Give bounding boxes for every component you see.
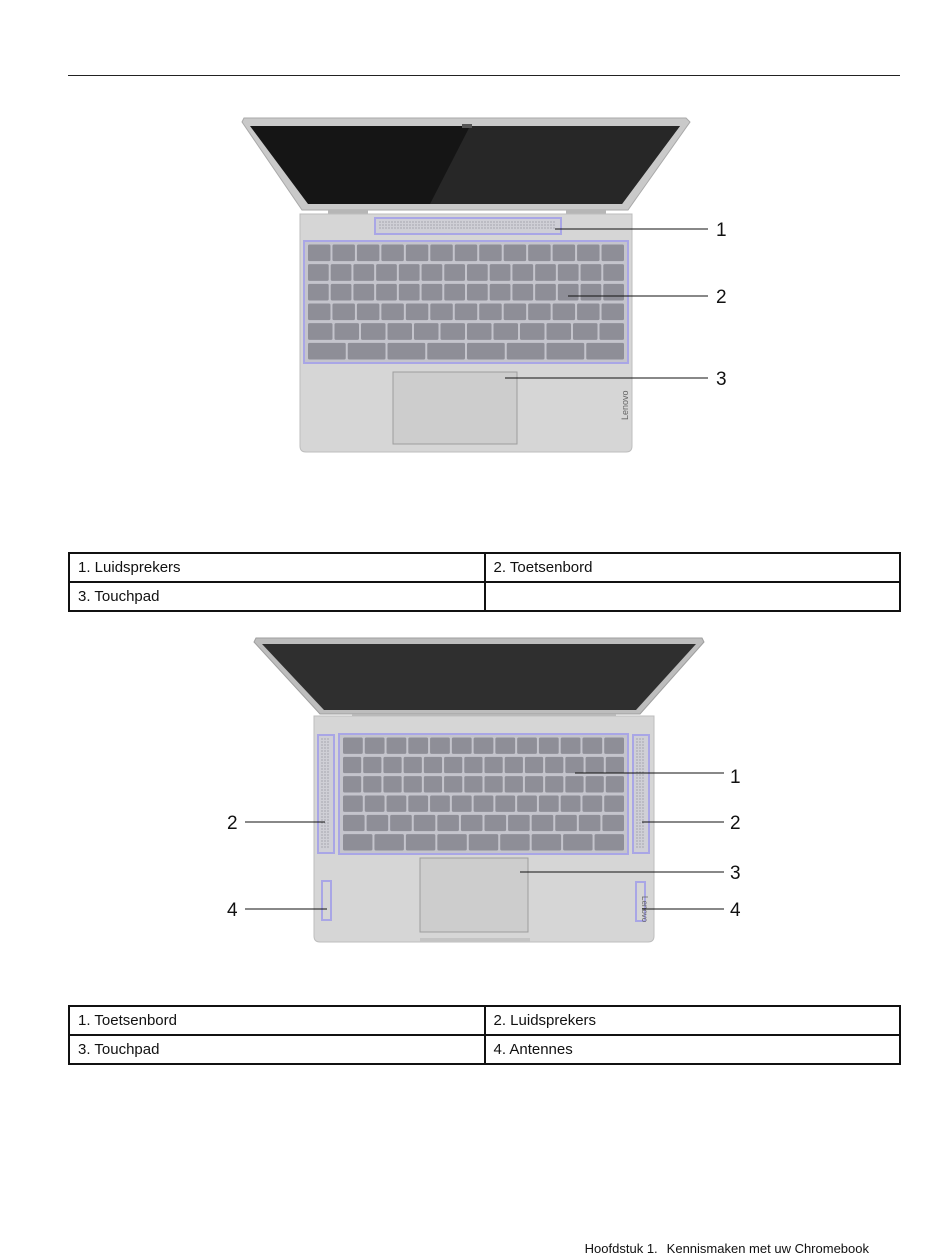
callout-number: 2: [716, 287, 727, 308]
keyboard-key: [422, 284, 443, 301]
keyboard-key: [604, 796, 624, 812]
lenovo-logo: Lenovo: [620, 390, 630, 420]
keyboard-key: [430, 245, 452, 262]
keyboard-key: [406, 834, 435, 850]
callout-number: 2: [227, 813, 238, 834]
keyboard-key: [512, 264, 533, 281]
keyboard-key: [553, 304, 575, 321]
left-speaker-highlight: [318, 735, 334, 853]
laptop-screen: [262, 644, 696, 710]
keyboard-key: [308, 304, 330, 321]
keyboard-key: [452, 796, 472, 812]
keyboard-key: [381, 245, 403, 262]
keyboard-key: [404, 776, 422, 792]
keyboard-key: [388, 323, 413, 340]
callout-number: 3: [730, 863, 741, 884]
keyboard-key: [452, 738, 472, 754]
keyboard-key: [504, 304, 526, 321]
keyboard-key: [343, 757, 361, 773]
keyboard-key: [399, 264, 420, 281]
callout-number: 4: [227, 900, 238, 921]
keyboard-key: [582, 796, 602, 812]
webcam: [462, 124, 472, 128]
keyboard-key: [441, 323, 466, 340]
keyboard-key: [406, 304, 428, 321]
keyboard-key: [353, 264, 374, 281]
keyboard-key: [525, 757, 543, 773]
keyboard-key: [479, 304, 501, 321]
keyboard-key: [343, 776, 361, 792]
keyboard-key: [414, 815, 436, 831]
keyboard-key: [603, 284, 624, 301]
keyboard-key: [408, 796, 428, 812]
lenovo-logo: Lenovo: [640, 896, 649, 923]
keyboard-key: [553, 245, 575, 262]
keyboard-key: [308, 284, 329, 301]
keyboard-key: [424, 776, 442, 792]
keyboard-key: [505, 776, 523, 792]
keyboard-key: [387, 738, 407, 754]
keyboard-key: [507, 343, 545, 360]
table-cell: 2. Luidsprekers: [485, 1006, 901, 1035]
keyboard-key: [363, 757, 381, 773]
keyboard-key: [606, 757, 624, 773]
keyboard-key: [532, 815, 554, 831]
callout-number: 4: [730, 900, 741, 921]
keyboard-key: [348, 343, 386, 360]
keyboard-key: [422, 264, 443, 281]
keyboard-key: [444, 264, 465, 281]
keyboard-key: [408, 738, 428, 754]
table-cell: 4. Antennes: [485, 1035, 901, 1064]
keyboard-key: [558, 284, 579, 301]
keyboard-key: [495, 738, 515, 754]
keyboard-key: [602, 245, 624, 262]
keyboard-key: [595, 834, 624, 850]
keyboard-key: [427, 343, 465, 360]
keyboard-key: [512, 284, 533, 301]
table-cell: [485, 582, 901, 611]
keyboard-key: [335, 323, 360, 340]
keyboard-key: [547, 323, 572, 340]
keyboard-key: [555, 815, 577, 831]
keyboard-key: [581, 284, 602, 301]
callout-number: 1: [730, 767, 741, 788]
keyboard-key: [365, 738, 385, 754]
touchpad: [393, 372, 517, 444]
keyboard-key: [467, 284, 488, 301]
keyboard-key: [464, 776, 482, 792]
keyboard-key: [455, 245, 477, 262]
keyboard-key: [474, 738, 494, 754]
keyboard-key: [582, 738, 602, 754]
keyboard-key: [561, 738, 581, 754]
keyboard-key: [528, 245, 550, 262]
footer-title: Kennismaken met uw Chromebook: [666, 1241, 869, 1256]
keyboard-key: [603, 264, 624, 281]
keyboard-key: [539, 738, 559, 754]
keyboard-key: [343, 834, 372, 850]
keyboard-key: [517, 738, 537, 754]
keyboard-key: [367, 815, 389, 831]
keyboard-key: [381, 304, 403, 321]
keyboard-key: [399, 284, 420, 301]
keyboard-key: [376, 264, 397, 281]
keyboard-key: [388, 343, 426, 360]
keyboard-key: [479, 245, 501, 262]
keyboard-key: [495, 796, 515, 812]
table-cell: 3. Touchpad: [69, 1035, 485, 1064]
keyboard-key: [474, 796, 494, 812]
keyboard-key: [579, 815, 601, 831]
keyboard-key: [600, 323, 625, 340]
keyboard-key: [467, 323, 492, 340]
keyboard-key: [485, 815, 507, 831]
keyboard-key: [508, 815, 530, 831]
table-row: [69, 553, 900, 582]
keyboard-key: [444, 757, 462, 773]
keyboard-key: [331, 264, 352, 281]
keyboard-key: [586, 757, 604, 773]
keyboard-key: [387, 796, 407, 812]
keyboard-key: [437, 834, 466, 850]
laptop-top-view-figure-2: [220, 632, 760, 947]
keyboard-key: [565, 757, 583, 773]
keyboard-key: [565, 776, 583, 792]
keyboard-key: [437, 815, 459, 831]
keyboard-key: [363, 776, 381, 792]
keyboard-key: [577, 304, 599, 321]
keyboard-key: [581, 264, 602, 281]
keyboard-key: [490, 264, 511, 281]
keyboard-key: [469, 834, 498, 850]
keyboard-key: [357, 304, 379, 321]
keyboard-key: [520, 323, 545, 340]
keyboard-key: [563, 834, 592, 850]
keyboard-key: [602, 815, 624, 831]
table-row: [69, 582, 900, 611]
keyboard-key: [485, 757, 503, 773]
legend-table-2: [68, 1005, 901, 1065]
table-cell: 3. Touchpad: [69, 582, 485, 611]
keyboard-key: [332, 245, 354, 262]
keyboard-key: [535, 264, 556, 281]
legend-table-1: [68, 552, 901, 612]
keyboard-key: [604, 738, 624, 754]
keyboard-key: [331, 284, 352, 301]
table-cell: 1. Toetsenbord: [69, 1006, 485, 1035]
callout-number: 2: [730, 813, 741, 834]
keyboard-key: [558, 264, 579, 281]
keyboard-key: [535, 284, 556, 301]
keyboard-key: [376, 284, 397, 301]
keyboard-key: [517, 796, 537, 812]
keyboard-key: [547, 343, 585, 360]
keyboard-key: [308, 245, 330, 262]
keyboard-key: [430, 796, 450, 812]
keyboard-key: [467, 264, 488, 281]
keyboard-key: [586, 343, 624, 360]
keyboard-key: [577, 245, 599, 262]
header-rule: [68, 75, 900, 76]
keyboard-key: [383, 776, 401, 792]
callout-number: 1: [716, 220, 727, 241]
keyboard-key: [573, 323, 598, 340]
keyboard-key: [424, 757, 442, 773]
keyboard-key: [308, 343, 346, 360]
keyboard-key: [361, 323, 386, 340]
keyboard-key: [308, 323, 333, 340]
table-row: [69, 1006, 900, 1035]
keyboard-key: [532, 834, 561, 850]
keyboard-key: [606, 776, 624, 792]
keyboard-key: [365, 796, 385, 812]
keyboard-key: [404, 757, 422, 773]
keyboard-key: [444, 776, 462, 792]
table-row: [69, 1035, 900, 1064]
keyboard-key: [374, 834, 403, 850]
keyboard-key: [504, 245, 526, 262]
keyboard-key: [308, 264, 329, 281]
keyboard-key: [390, 815, 412, 831]
table-cell: 1. Luidsprekers: [69, 553, 485, 582]
keyboard-key: [383, 757, 401, 773]
keyboard-key: [545, 757, 563, 773]
keyboard-key: [343, 815, 365, 831]
keyboard-key: [561, 796, 581, 812]
keyboard-key: [455, 304, 477, 321]
keyboard-key: [343, 796, 363, 812]
callout-number: 3: [716, 369, 727, 390]
keyboard-key: [505, 757, 523, 773]
keyboard-key: [539, 796, 559, 812]
keyboard-key: [444, 284, 465, 301]
keyboard-key: [414, 323, 439, 340]
speaker-grille-highlight: [375, 218, 561, 234]
keyboard-key: [406, 245, 428, 262]
page-footer: [585, 1241, 869, 1256]
keyboard-key: [490, 284, 511, 301]
keyboard-key: [485, 776, 503, 792]
keyboard-key: [353, 284, 374, 301]
keyboard-key: [586, 776, 604, 792]
touchpad: [420, 858, 528, 932]
laptop-top-view-figure-1: [230, 110, 750, 460]
footer-chapter: Hoofdstuk 1.: [584, 1241, 658, 1256]
keyboard-key: [332, 304, 354, 321]
keyboard-key: [494, 323, 519, 340]
table-cell: 2. Toetsenbord: [485, 553, 901, 582]
keyboard-key: [461, 815, 483, 831]
keyboard-key: [500, 834, 529, 850]
keyboard-key: [464, 757, 482, 773]
keyboard-key: [528, 304, 550, 321]
keyboard-key: [467, 343, 505, 360]
keyboard-key: [343, 738, 363, 754]
keyboard-key: [525, 776, 543, 792]
keyboard-key: [545, 776, 563, 792]
keyboard-key: [430, 738, 450, 754]
keyboard-key: [602, 304, 624, 321]
keyboard-key: [430, 304, 452, 321]
right-speaker-highlight: [633, 735, 649, 853]
keyboard-key: [357, 245, 379, 262]
